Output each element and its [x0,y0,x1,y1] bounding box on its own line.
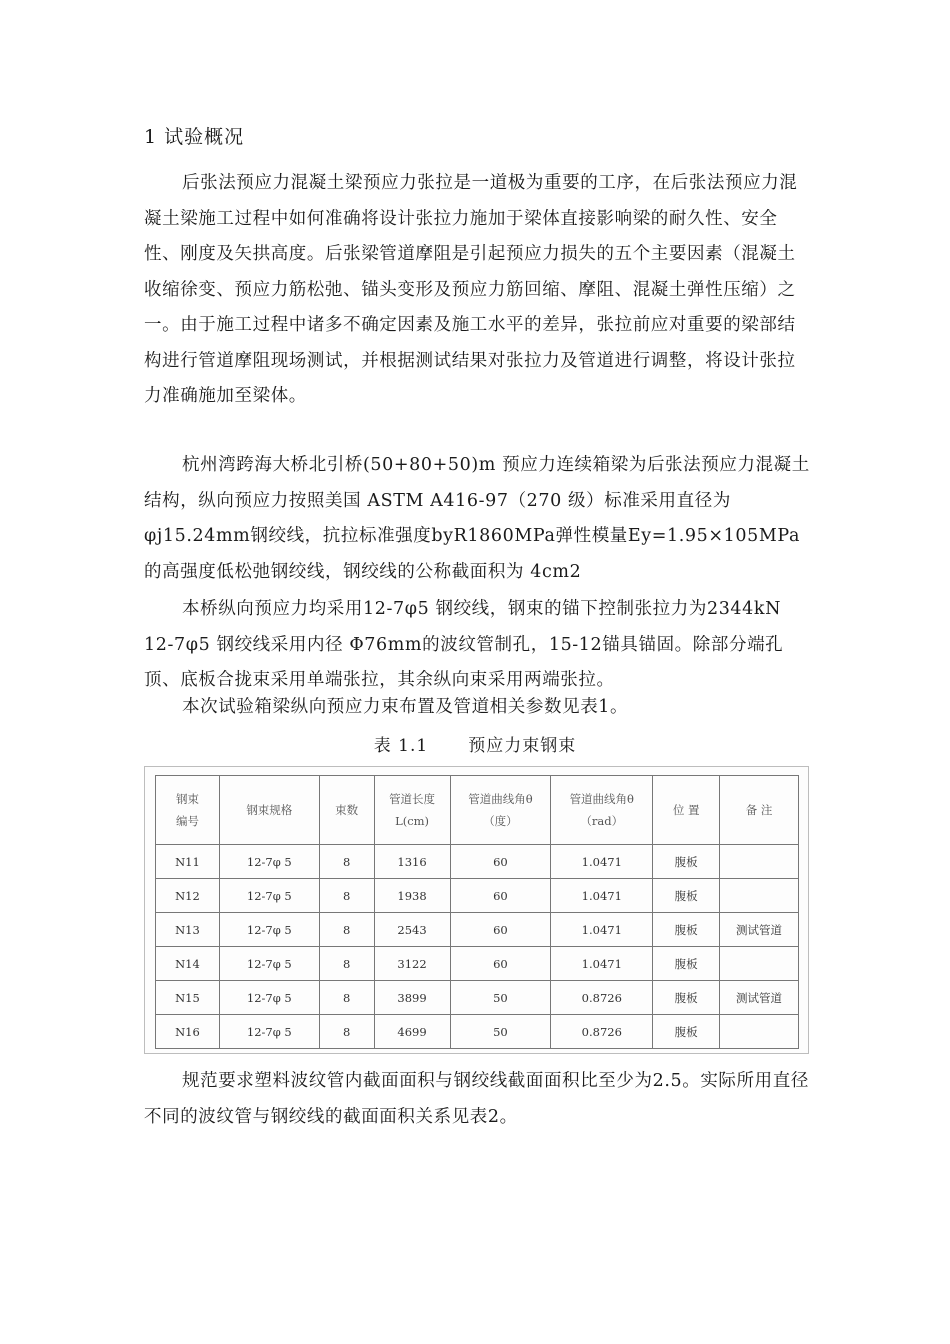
paragraph-tendons-text: 本桥纵向预应力均采用12-7φ5 钢绞线，钢束的锚下控制张拉力为2344kN 12-7φ5 钢绞线采用内径 Φ76mm的波纹管制孔，15-12锚具锚固。除部分端孔顶、底板合拢束采用单端张拉，其余纵向束采用两端张拉。 [144,599,784,690]
table-cell: 1.0471 [551,947,653,981]
table-cell: 4699 [374,1015,450,1049]
table-header-row [156,776,799,845]
table-cell: 1.0471 [551,913,653,947]
paragraph-table-ref-text: 本次试验箱梁纵向预应力束布置及管道相关参数见表1。 [182,697,629,717]
table-cell: 12-7φ 5 [219,913,319,947]
table-cell: 12-7φ 5 [219,845,319,879]
paragraph-duct-area-text: 规范要求塑料波纹管内截面面积与钢绞线截面面积比至少为2.5。实际所用直径不同的波纹管与钢绞线的截面面积关系见表2。 [144,1071,809,1127]
header-remark: 备 注 [720,776,799,845]
table-row [156,879,799,913]
header-length: 管道长度 L(cm) [374,776,450,845]
table-cell: 60 [450,947,551,981]
paragraph-overview-text: 后张法预应力混凝土梁预应力张拉是一道极为重要的工序，在后张法预应力混凝土梁施工过程中如何准确将设计张拉力施加于梁体直接影响梁的耐久性、安全性、刚度及矢拱高度。后张梁管道摩阻是引起预应力损失的五个主要因素（混凝土收缩徐变、预应力筋松弛、锚头变形及预应力筋回缩、摩阻、混凝土弹性压缩）之一。由于施工过程中诸多不确定因素及施工水平的差异，张拉前应对重要的梁部结构进行管道摩阻现场测试，并根据测试结果对张拉力及管道进行调整，将设计张拉力准确施加至梁体。 [144,173,798,406]
table-caption [0,731,950,756]
table-caption-number: 表 1.1 [373,736,429,756]
table-cell: 1.0471 [551,845,653,879]
header-tendon-id: 钢束 编号 [156,776,220,845]
table-cell: 腹板 [653,913,720,947]
table-cell: 12-7φ 5 [219,879,319,913]
table-cell: 12-7φ 5 [219,947,319,981]
table-cell: 8 [319,845,374,879]
table-cell: 60 [450,879,551,913]
table-cell: 50 [450,1015,551,1049]
table-cell: N13 [156,913,220,947]
table-cell [720,1015,799,1049]
paragraph-bridge-text: 杭州湾跨海大桥北引桥(50+80+50)m 预应力连续箱梁为后张法预应力混凝土结构，纵向预应力按照美国 ASTM A416-97（270 级）标准采用直径为 φj15.24mm钢绞线，抗拉标准强度byR1860MPa弹性模量Ey=1.95×105MPa的高强度低松弛钢绞线，钢绞线的公称截面积为 4cm2 [144,455,810,582]
table-cell: N14 [156,947,220,981]
table-cell: N12 [156,879,220,913]
table-row [156,845,799,879]
table-cell: 1.0471 [551,879,653,913]
table-cell [720,947,799,981]
table-cell: 8 [319,913,374,947]
paragraph-bridge [144,448,812,590]
paragraph-tendons [144,592,812,699]
table-cell: 50 [450,981,551,1015]
table-cell: 8 [319,879,374,913]
table-image-frame [144,766,809,1054]
header-count: 束数 [319,776,374,845]
table-cell: 2543 [374,913,450,947]
paragraph-table-ref [144,690,812,726]
table-cell: N11 [156,845,220,879]
paragraph-duct-area [144,1064,812,1135]
paragraph-overview [144,166,812,415]
table-cell: 1316 [374,845,450,879]
table-cell: 60 [450,845,551,879]
table-row [156,981,799,1015]
table-cell [720,845,799,879]
table-caption-title: 预应力束钢束 [468,736,577,756]
table-cell: 8 [319,947,374,981]
table-cell: 12-7φ 5 [219,1015,319,1049]
table-cell: 测试管道 [720,981,799,1015]
table-cell: 0.8726 [551,981,653,1015]
table-cell: N15 [156,981,220,1015]
table-cell: 12-7φ 5 [219,981,319,1015]
table-cell: 1938 [374,879,450,913]
table-cell: 8 [319,981,374,1015]
header-position: 位 置 [653,776,720,845]
table-cell: 腹板 [653,947,720,981]
table-cell: 腹板 [653,1015,720,1049]
table-row [156,1015,799,1049]
table-row [156,947,799,981]
table-cell: 腹板 [653,981,720,1015]
section-heading: 1 试验概况 [144,126,245,148]
tendon-table [155,775,799,1049]
table-cell: N16 [156,1015,220,1049]
table-cell: 腹板 [653,845,720,879]
table-cell: 腹板 [653,879,720,913]
table-cell: 60 [450,913,551,947]
header-angle-deg: 管道曲线角θ （度） [450,776,551,845]
table-cell: 3899 [374,981,450,1015]
table-row [156,913,799,947]
table-cell: 3122 [374,947,450,981]
table-cell: 测试管道 [720,913,799,947]
table-cell: 8 [319,1015,374,1049]
table-cell [720,879,799,913]
header-spec: 钢束规格 [219,776,319,845]
header-angle-rad: 管道曲线角θ （rad） [551,776,653,845]
table-cell: 0.8726 [551,1015,653,1049]
